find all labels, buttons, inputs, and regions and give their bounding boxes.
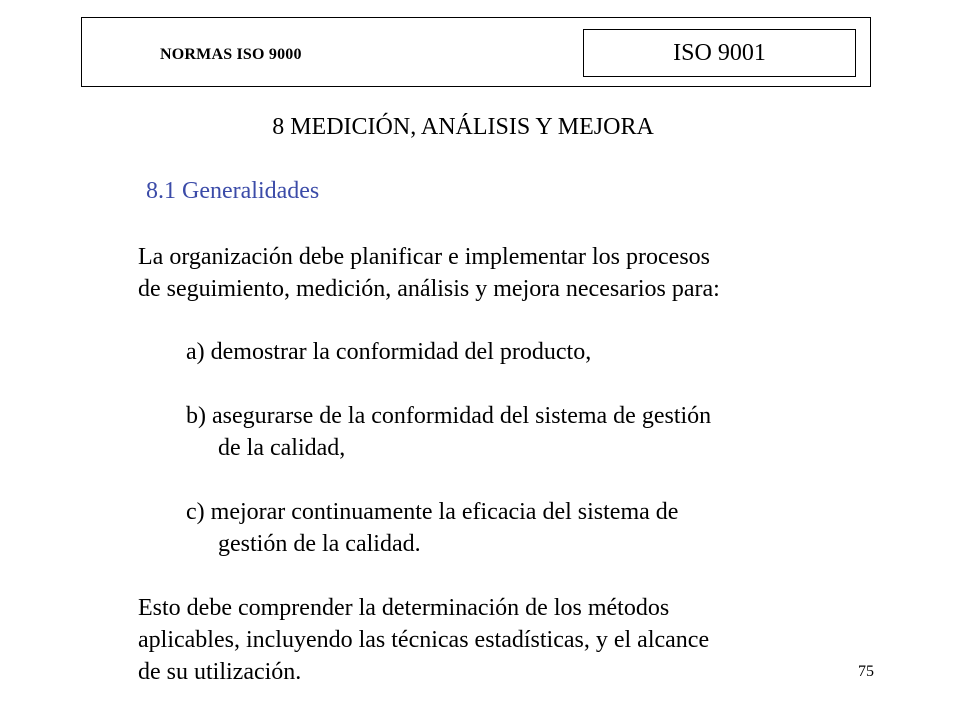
intro-line-1: La organización debe planificar e implementar los procesos: [138, 244, 710, 270]
list-item-b-line-1: b) asegurarse de la conformidad del sistema de gestión: [186, 403, 712, 429]
list-item-b-line-2: de la calidad,: [218, 435, 346, 461]
intro-line-2: de seguimiento, medición, análisis y mejora necesarios para:: [138, 276, 720, 302]
header-iso-label: ISO 9001: [583, 29, 856, 77]
list-item-c-line-2: gestión de la calidad.: [218, 531, 421, 557]
closing-paragraph: [138, 592, 709, 688]
intro-paragraph: [138, 241, 720, 305]
subsection-title: 8.1 Generalidades: [146, 178, 320, 204]
section-title: 8 MEDICIÓN, ANÁLISIS Y MEJORA: [272, 114, 654, 140]
page-number: 75: [858, 663, 874, 680]
list-item-a-line-1: a) demostrar la conformidad del producto,: [186, 339, 592, 365]
list-item-a: [186, 336, 591, 368]
list-item-c: [186, 496, 678, 560]
list-item-b: [186, 400, 711, 464]
header-box: [81, 17, 871, 87]
closing-line-2: aplicables, incluyendo las técnicas estadísticas, y el alcance: [138, 627, 710, 653]
closing-line-1: Esto debe comprender la determinación de los métodos: [138, 595, 670, 621]
list-item-c-line-1: c) mejorar continuamente la eficacia del sistema de: [186, 499, 679, 525]
header-standard-label: NORMAS ISO 9000: [160, 46, 302, 63]
closing-line-3: de su utilización.: [138, 659, 302, 685]
